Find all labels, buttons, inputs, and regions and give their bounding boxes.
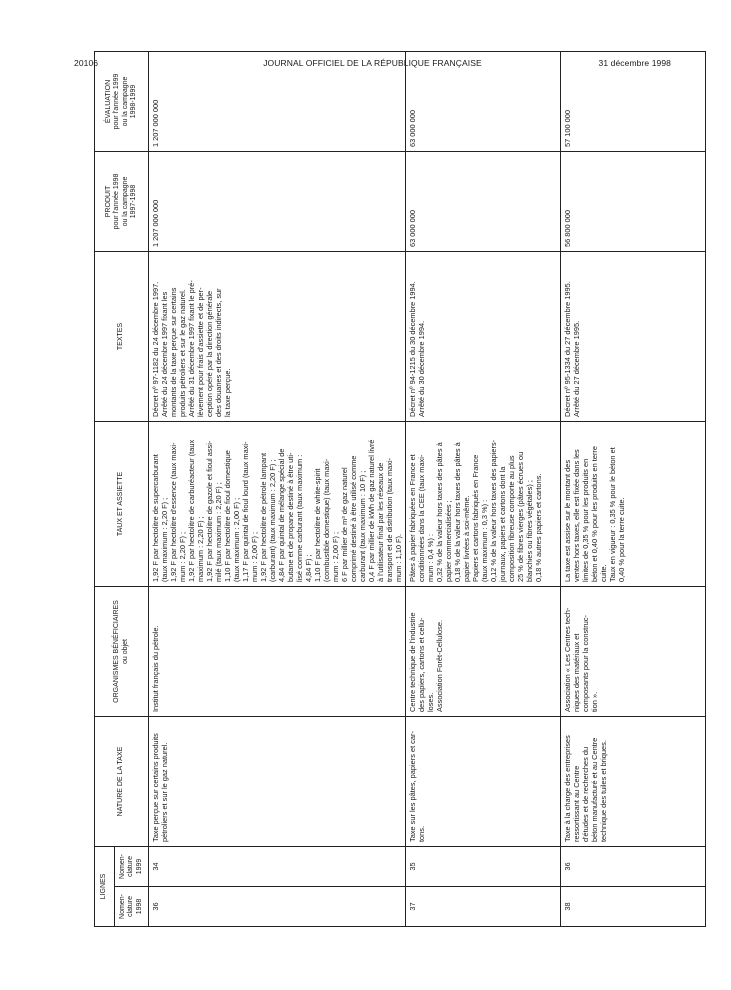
cell-organisme-line: des papiers, cartons et cellu- [417,617,426,712]
cell-taux-assiette-line: 1,10 F par hectolitre de fioul domestique [223,450,232,582]
cell-taux-assiette-line: composition fibreuse comporte au plus [507,455,516,582]
cell-taux-assiette-line: mum : 0,4 %) : [426,533,435,582]
cell-evaluation: 1 207 000 000 [149,52,406,152]
header-nom1998-line: Nomen- [118,894,126,919]
cell-taux-assiette-line: conditionnées dans la CEE (taux maxi- [417,454,426,582]
cell-taux-assiette [561,422,706,587]
header-evaluation [95,52,149,152]
cell-taux-assiette-line: 1,10 F par hectolitre de white-spirit [313,468,322,582]
cell-textes-line: Arrêté du 30 décembre 1994. [417,320,426,417]
cell-taux-assiette-line: lisé comme carburant (taux maximum : [295,454,304,582]
header-nom1998-line: clature [127,896,135,918]
journal-title: JOURNAL OFFICIEL DE LA RÉPUBLIQUE FRANÇAISE [263,58,482,68]
header-produit-line: ou la campagne [121,176,129,227]
cell-taux-assiette-line: 6 F par millier de m³ de gaz naturel [340,467,349,582]
header-nom1999-line: Nomen- [118,854,126,879]
tax-table [94,51,706,927]
tax-table-rotated [94,52,669,927]
header-nomenclature-1999 [115,847,149,887]
cell-organisme-line: tion ». [590,691,599,712]
cell-taux-assiette-line: à l'utilisateur final par les réseaux de [376,462,385,582]
cell-taux-assiette-line: carburant (taux maximum : 10 F) ; [358,470,367,582]
cell-taux-assiette-line: La taxe est assise sur le montant des [563,459,572,582]
cell-taux-assiette-line: comprimé destiné à être utilisé comme [349,455,358,582]
cell-taux-assiette-line: blanchies ou fibres végétales) ; [525,480,534,582]
cell-taux-assiette-line: (carburant) (taux maximum : 2,20 F) ; [268,459,277,582]
cell-taux-assiette-line: mum : 2,20 F) ; [178,531,187,582]
cell-taux-assiette-line: 1,92 F par hectolitre de gazole et fioul assi- [205,440,214,582]
header-nature: NATURE DE LA TAXE [95,717,149,847]
cell-organisme-line: Institut français du pétrole. [151,625,160,712]
cell-taux-assiette-line: 1,92 F par hectolitre de supercarburant [151,454,160,582]
cell-nomenclature-1998: 38 [561,887,706,927]
cell-taux-assiette-line: mum : 2,00 F) ; [331,531,340,582]
cell-taux-assiette-line: transport et de distribution (taux maxi- [385,457,394,582]
cell-nature-line: Taxe à la charge des entreprises [563,735,572,842]
cell-nature [406,717,561,847]
cell-evaluation: 57 100 000 [561,52,706,152]
cell-organisme-line: loses. [426,692,435,712]
page-number: 20106 [74,58,99,68]
header-nom1999-line: clature [127,856,135,878]
cell-taux-assiette-line: mum : 1,10 F). [394,533,403,582]
header-nomenclature-1998 [115,887,149,927]
cell-taux-assiette-line: papier commercialisées ; [444,500,453,582]
cell-taux-assiette-line: 0,32 % de la valeur hors taxes des pâtes à [435,442,444,582]
cell-taux-assiette [149,422,406,587]
cell-textes-line: la taxe perçue. [223,368,232,417]
cell-textes [406,252,561,422]
cell-taux-assiette-line: maximum : 2,20 F) ; [196,516,205,582]
cell-taux-assiette-line: 0,12 % de la valeur hors taxes des papiers- [489,439,498,582]
cell-organisme [406,587,561,717]
cell-nature [149,717,406,847]
header-nom1999-line: 1999 [135,858,143,875]
cell-produit: 63 000 000 [406,152,561,252]
cell-taux-assiette-line: 4,84 F par quintal de mélange spécial de [277,448,286,582]
cell-taux-assiette-line: cuite. [599,564,608,582]
cell-evaluation: 63 000 000 [406,52,561,152]
cell-taux-assiette-line: (taux maximum : 0,3 %) : [480,499,489,582]
header-textes: TEXTES [95,252,149,422]
cell-nature-line: béton manufacturé et au Centre [590,737,599,842]
cell-taux-assiette-line: mum : 2,00 F) ; [250,531,259,582]
cell-taux-assiette-line: Papiers et cartons fabriqués en France [471,454,480,582]
publication-date: 31 décembre 1998 [598,58,671,68]
header-evaluation-line: pour l'année 1999 [113,73,120,130]
cell-nature-line: ressortissant au Centre [572,765,581,842]
cell-produit: 56 800 000 [561,152,706,252]
cell-taux-assiette-line: limites de 0,35 % pour les produits en [581,458,590,582]
cell-nomenclature-1999: 35 [406,847,561,887]
cell-produit: 1 207 000 000 [149,152,406,252]
cell-taux-assiette-line: (taux maximum : 2,00 F) ; [232,497,241,582]
cell-nature-line: technique des tuiles et briques. [599,740,608,842]
table-row [406,52,561,927]
header-organismes-line: ORGANISMES BÉNÉFICIAIRES [113,600,120,703]
cell-taux-assiette-line: 0,40 % pour la terre cuite. [617,497,626,582]
cell-textes-line: Arrêté du 24 décembre 1997 fixant les [160,291,169,417]
cell-taux-assiette-line: papier livrées à soi-même. [462,495,471,582]
header-produit-line: 1997-1998 [130,184,137,219]
cell-nature-line: pétroliers et sur le gaz naturel. [160,742,169,842]
cell-nature-line: Taxe perçue sur certains produits [151,733,160,842]
cell-textes-line: montants de la taxe perçue sur certains [169,287,178,417]
header-produit [95,152,149,252]
cell-taux-assiette-line: 4,84 F) ; [304,554,313,582]
cell-nomenclature-1999: 34 [149,847,406,887]
header-taux: TAUX ET ASSIETTE [95,422,149,587]
cell-taux-assiette-line: 1,92 F par hectolitre de carburéacteur (taux [187,439,196,582]
cell-taux-assiette-line: 0,4 F par millier de kWh de gaz naturel livré [367,439,376,582]
cell-textes-line: lèvement pour frais d'assiette et de per- [196,287,205,417]
cell-nature-line: tons. [417,825,426,842]
cell-taux-assiette-line: 25 % de fibres vierges (pâtes écrues ou [516,451,525,582]
cell-organisme-line: Centre technique de l'industrie [408,612,417,712]
table-row [149,52,406,927]
cell-taux-assiette-line: (taux maximum : 2,20 F) ; [160,497,169,582]
cell-organisme-line: Association Forêt-Cellulose. [435,619,444,712]
cell-textes-line: Décret nº 97-1182 du 24 décembre 1997. [151,281,160,417]
cell-textes-line: Arrêté du 31 décembre 1997 fixant le pré- [187,280,196,417]
cell-organisme-line: Association « Les Centres tech- [563,607,572,712]
cell-taux-assiette [406,422,561,587]
header-evaluation-line: 1998-1999 [130,84,137,119]
header-evaluation-line: ou la campagne [121,76,129,127]
cell-taux-assiette-line: 0,18 % de la valeur hors taxes des pâtes à [453,442,462,582]
cell-taux-assiette-line: milé (taux maximum : 2,20 F) ; [214,482,223,582]
header-produit-line: pour l'année 1998 [113,173,120,230]
header-organismes [95,587,149,717]
cell-textes-line: Arrêté du 27 décembre 1995. [572,320,581,417]
cell-nature [561,717,706,847]
cell-taux-assiette-line: (combustible domestique) (taux maxi- [322,458,331,582]
cell-nomenclature-1999: 36 [561,847,706,887]
cell-textes-line: Décret nº 95-1334 du 27 décembre 1995. [563,281,572,417]
cell-taux-assiette-line: journaux, papiers et cartons dont la [498,466,507,582]
cell-textes-line: Décret nº 94-1215 du 30 décembre 1994. [408,281,417,417]
cell-taux-assiette-line: 1,92 F par hectolitre d'essence (taux maxi- [169,442,178,582]
cell-taux-assiette-line: butane et de propane destiné à être uti- [286,452,295,582]
header-nom1998-line: 1998 [135,898,143,915]
cell-taux-assiette-line: 1,17 F par quintal de fioul lourd (taux maxi- [241,441,250,582]
cell-organisme-line: composants pour la construc- [581,615,590,712]
header-lignes: LIGNES [95,847,115,927]
cell-nomenclature-1998: 37 [406,887,561,927]
cell-taux-assiette-line: 1,92 F par hectolitre de pétrole lampant [259,452,268,582]
cell-organisme [149,587,406,717]
header-evaluation-line: ÉVALUATION [104,79,112,124]
cell-taux-assiette-line: Pâtes à papier fabriquées en France et [408,454,417,582]
cell-taux-assiette-line: Taux en vigueur : 0,35 % pour le béton et [608,447,617,582]
cell-nomenclature-1998: 36 [149,887,406,927]
cell-textes-line: des douanes et des droits indirects, sur [214,288,223,417]
cell-nature-line: Taxe sur les pâtes, papiers et car- [408,731,417,842]
cell-taux-assiette-line: ventes hors taxes, elle est fixée dans les [572,449,581,582]
table-row [561,52,706,927]
cell-textes-line: ception opéré par la direction générale [205,290,214,417]
cell-organisme [561,587,706,717]
cell-textes [561,252,706,422]
cell-organisme-line: niques des matériaux et [572,633,581,712]
header-organismes-line: ou objet [121,639,129,664]
cell-taux-assiette-line: béton et 0,40 % pour les produits en terre [590,446,599,582]
table-body [149,52,706,927]
cell-textes-line: produits pétroliers et sur le gaz naturel. [178,289,187,417]
cell-textes [149,252,406,422]
cell-taux-assiette-line: 0,18 % autres papiers et cartons. [534,473,543,582]
cell-nature-line: d'études et de recherches du [581,746,590,842]
header-produit-line: PRODUIT [104,185,112,218]
